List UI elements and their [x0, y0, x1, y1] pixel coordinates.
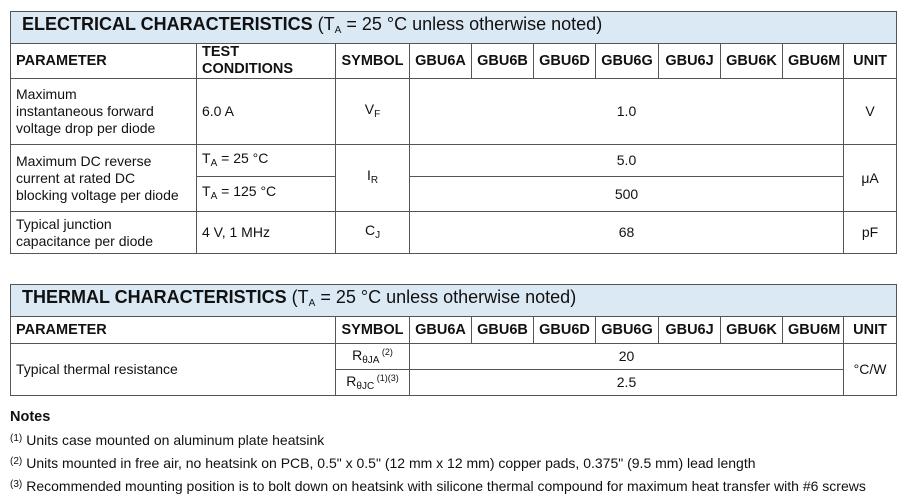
thermal-header-unit: UNIT	[844, 317, 897, 344]
symbol-cj: $C_J$	[336, 212, 410, 254]
electrical-title	[11, 12, 897, 44]
value-reverse-current-25: 5.0	[410, 145, 844, 177]
electrical-title-text: ELECTRICAL CHARACTERISTICS	[22, 14, 313, 34]
note-3: $^{(3)}$ Recommended mounting position is to bolt down on heatsink with silicone thermal compound for maximum heat transfer with #6 screws	[10, 478, 866, 494]
condition-junction-capacitance: 4 V, 1 MHz	[197, 212, 336, 254]
symbol-vf: $V_F$	[336, 79, 410, 145]
header-unit: UNIT	[844, 44, 897, 79]
table-row-junction-capacitance	[11, 212, 897, 254]
thermal-header-part-gbu6b: GBU6B	[472, 317, 534, 344]
condition-ta-25: $T_A = 25$ °C	[197, 145, 336, 177]
condition-forward-voltage: 6.0 A	[197, 79, 336, 145]
value-reverse-current-125: 500	[410, 177, 844, 212]
header-part-gbu6m: GBU6M	[783, 44, 844, 79]
notes-section	[10, 406, 900, 497]
header-part-gbu6d: GBU6D	[534, 44, 596, 79]
header-part-gbu6a: GBU6A	[410, 44, 472, 79]
symbol-ir: $I_R$	[336, 145, 410, 212]
thermal-header-symbol: SYMBOL	[336, 317, 410, 344]
header-part-gbu6b: GBU6B	[472, 44, 534, 79]
unit-thermal-resistance: °C/W	[844, 344, 897, 396]
value-thermal-ja: 20	[410, 344, 844, 370]
electrical-characteristics-table	[10, 11, 897, 254]
table-row-reverse-current-25	[11, 145, 897, 177]
electrical-title-row	[11, 12, 897, 44]
thermal-header-row	[11, 317, 897, 344]
thermal-header-part-gbu6m: GBU6M	[783, 317, 844, 344]
parameter-forward-voltage: Maximum instantaneous forward voltage drop per diode	[11, 79, 197, 145]
thermal-header-part-gbu6d: GBU6D	[534, 317, 596, 344]
thermal-title-condition: ($T_A = 25$ °C unless otherwise noted)	[286, 287, 577, 309]
thermal-header-part-gbu6k: GBU6K	[721, 317, 783, 344]
value-junction-capacitance: 68	[410, 212, 844, 254]
header-part-gbu6g: GBU6G	[596, 44, 659, 79]
header-part-gbu6j: GBU6J	[659, 44, 721, 79]
thermal-title-text: THERMAL CHARACTERISTICS	[22, 287, 287, 307]
header-symbol: SYMBOL	[336, 44, 410, 79]
value-thermal-jc: 2.5	[410, 370, 844, 396]
table-row-forward-voltage	[11, 79, 897, 145]
unit-junction-capacitance: pF	[844, 212, 897, 254]
notes-title: Notes	[10, 409, 51, 425]
electrical-title-condition: ($T_A = 25$ °C unless otherwise noted)	[312, 14, 603, 36]
value-forward-voltage: 1.0	[410, 79, 844, 145]
thermal-header-parameter: PARAMETER	[11, 317, 336, 344]
thermal-header-part-gbu6a: GBU6A	[410, 317, 472, 344]
thermal-header-part-gbu6g: GBU6G	[596, 317, 659, 344]
thermal-title	[11, 285, 897, 317]
header-test-conditions: TEST CONDITIONS	[197, 44, 336, 79]
parameter-thermal-resistance: Typical thermal resistance	[11, 344, 336, 396]
unit-reverse-current: μA	[844, 145, 897, 212]
note-2: $^{(2)}$ Units mounted in free air, no heatsink on PCB, 0.5" x 0.5" (12 mm x 12 mm) copper pads, 0.375" (9.5 mm) lead length	[10, 455, 756, 471]
table-row-thermal-ja	[11, 344, 897, 370]
electrical-header-row	[11, 44, 897, 79]
parameter-reverse-current: Maximum DC reverse current at rated DC blocking voltage per diode	[11, 145, 197, 212]
symbol-r-theta-ja: $R_{\theta JA}$ $^{(2)}$	[336, 344, 410, 370]
note-1: $^{(1)}$ Units case mounted on aluminum plate heatsink	[10, 432, 325, 448]
thermal-characteristics-table	[10, 284, 897, 396]
symbol-r-theta-jc: $R_{\theta JC}$ $^{(1)(3)}$	[336, 370, 410, 396]
header-parameter: PARAMETER	[11, 44, 197, 79]
thermal-title-row	[11, 285, 897, 317]
condition-ta-125: $T_A = 125$ °C	[197, 177, 336, 212]
header-part-gbu6k: GBU6K	[721, 44, 783, 79]
thermal-header-part-gbu6j: GBU6J	[659, 317, 721, 344]
parameter-junction-capacitance: Typical junction capacitance per diode	[11, 212, 197, 254]
unit-forward-voltage: V	[844, 79, 897, 145]
